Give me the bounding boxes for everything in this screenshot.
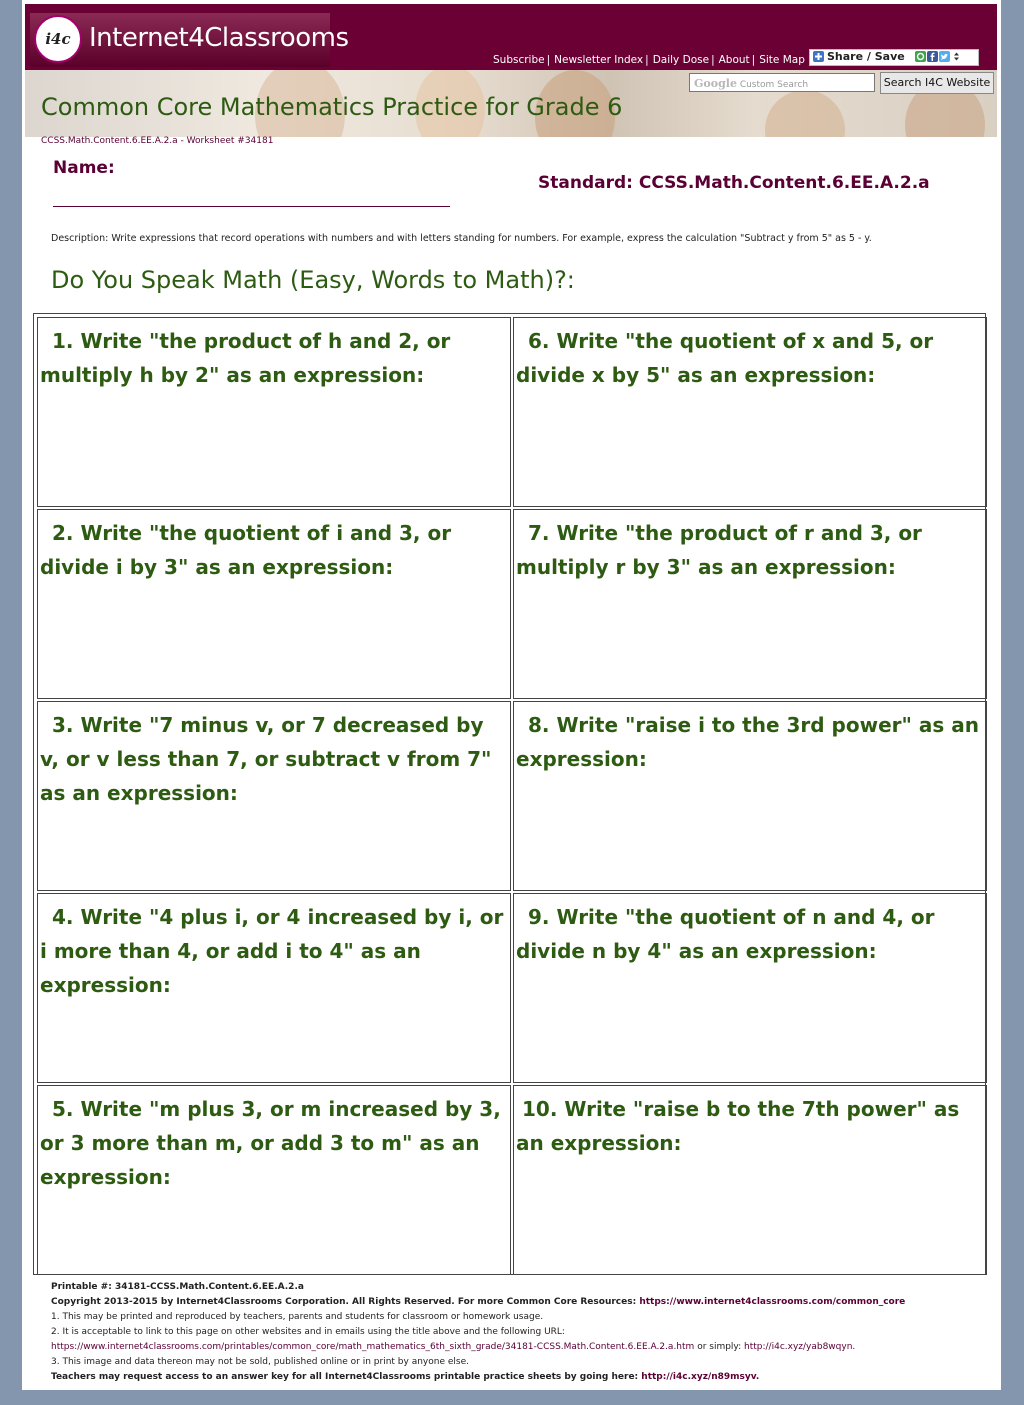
usage-note-2: 2. It is acceptable to link to this page on other websites and in emails using the title above and the following URL: [51, 1327, 565, 1337]
nav-separator: | [645, 54, 649, 66]
question-text: Write "7 minus v, or 7 decreased by v, or v less than 7, or subtract v from 7" as an expression: [40, 713, 492, 805]
question-number: 6. [528, 329, 550, 353]
more-options-icon [951, 51, 962, 62]
google-mark: Google [694, 77, 737, 90]
question-cell [37, 317, 511, 507]
worksheet-title: Do You Speak Math (Easy, Words to Math)?: [51, 266, 575, 294]
question-text: Write "4 plus i, or 4 increased by i, or i more than 4, or add i to 4" as an expression: [40, 905, 504, 997]
question-cell [513, 701, 987, 891]
share-save-button[interactable] [809, 49, 979, 66]
nav-separator: | [751, 54, 756, 66]
question-number: 3. [52, 713, 74, 737]
question-cell [37, 893, 511, 1083]
page [22, 0, 1001, 1390]
question-number: 5. [52, 1097, 74, 1121]
printable-number: Printable #: 34181-CCSS.Math.Content.6.EE.A.2.a [51, 1282, 304, 1292]
standard-label: Standard: CCSS.Math.Content.6.EE.A.2.a [538, 173, 930, 193]
short-url-link[interactable]: http://i4c.xyz/yab8wqyn. [744, 1342, 856, 1352]
search-placeholder: Custom Search [739, 80, 809, 90]
question-number: 1. [52, 329, 74, 353]
answer-key-link[interactable]: http://i4c.xyz/n89msyv. [641, 1372, 760, 1382]
answer-key-text: Teachers may request access to an answer key for all Internet4Classrooms printable practice sheets by going here: [51, 1372, 639, 1382]
question-number: 2. [52, 521, 74, 545]
question-cell [513, 509, 987, 699]
nav-link-newsletter-index[interactable]: Newsletter Index [554, 54, 644, 66]
question-cell [37, 509, 511, 699]
question-text: Write "the product of h and 2, or multiply h by 2" as an expression: [40, 329, 451, 387]
share-email-icon [915, 51, 926, 62]
worksheet-description: Description: Write expressions that record operations with numbers and with letters standing for numbers. For example, express the calculation "Subtract y from 5" as 5 - y. [51, 233, 872, 244]
search-input[interactable] [689, 73, 875, 92]
question-number: 8. [528, 713, 550, 737]
nav-separator: | [711, 54, 715, 66]
site-header [25, 4, 997, 70]
question-grid [33, 313, 986, 1275]
name-underline [53, 206, 450, 207]
nav-link-daily-dose[interactable]: Daily Dose [652, 54, 710, 66]
page-title: Common Core Mathematics Practice for Grade 6 [41, 93, 623, 121]
question-number: 9. [528, 905, 550, 929]
question-text: Write "the quotient of i and 3, or divide i by 3" as an expression: [40, 521, 452, 579]
usage-note-3: 3. This image and data thereon may not be sold, published online or in print by anyone else. [51, 1357, 469, 1367]
footer [51, 1280, 991, 1385]
or-simply-text: or simply: [697, 1342, 742, 1352]
question-number: 10. [522, 1097, 558, 1121]
nav-separator: | [546, 54, 551, 66]
usage-note-1: 1. This may be printed and reproduced by teachers, parents and students for classroom or homework usage. [51, 1312, 544, 1322]
url-line [51, 1340, 991, 1355]
share-plus-icon [813, 51, 824, 62]
question-number: 4. [52, 905, 74, 929]
question-cell [37, 701, 511, 891]
logo-mark-icon: i4c [34, 15, 82, 63]
question-text: Write "the quotient of n and 4, or divide n by 4" as an expression: [516, 905, 935, 963]
search-button[interactable]: Search I4C Website [880, 72, 994, 94]
top-nav [493, 54, 805, 66]
nav-link-subscribe[interactable]: Subscribe [493, 54, 545, 66]
nav-link-about[interactable]: About [718, 54, 750, 66]
logo-text: Internet4Classrooms [89, 23, 349, 53]
question-text: Write "raise b to the 7th power" as an expression: [516, 1097, 960, 1155]
banner-photo-figure [765, 90, 845, 137]
question-cell [513, 317, 987, 507]
question-number: 7. [528, 521, 550, 545]
site-logo[interactable] [30, 13, 349, 67]
question-cell [513, 893, 987, 1083]
question-text: Write "the product of r and 3, or multiply r by 3" as an expression: [516, 521, 922, 579]
answer-key-line [51, 1370, 991, 1385]
question-text: Write "raise i to the 3rd power" as an expression: [516, 713, 979, 771]
share-save-label: Share / Save [827, 50, 905, 63]
copyright-line [51, 1295, 991, 1310]
twitter-icon [939, 51, 950, 62]
question-text: Write "the quotient of x and 5, or divide x by 5" as an expression: [516, 329, 934, 387]
nav-link-site-map[interactable]: Site Map [759, 54, 805, 66]
name-label: Name: [53, 158, 115, 178]
question-cell [513, 1085, 987, 1275]
copyright-text: Copyright 2013-2015 by Internet4Classrooms Corporation. All Rights Reserved. For more Common Core Resources: [51, 1297, 637, 1307]
common-core-link[interactable]: https://www.internet4classrooms.com/common_core [639, 1297, 906, 1307]
breadcrumb[interactable]: CCSS.Math.Content.6.EE.A.2.a - Worksheet #34181 [41, 136, 274, 146]
question-cell [37, 1085, 511, 1275]
facebook-icon [927, 51, 938, 62]
worksheet-url-link[interactable]: https://www.internet4classrooms.com/printables/common_core/math_mathematics_6th_sixth_grade/34181-CCSS.Math.Content.6.EE.A.2.a.htm [51, 1342, 695, 1352]
question-text: Write "m plus 3, or m increased by 3, or 3 more than m, or add 3 to m" as an expression: [40, 1097, 501, 1189]
